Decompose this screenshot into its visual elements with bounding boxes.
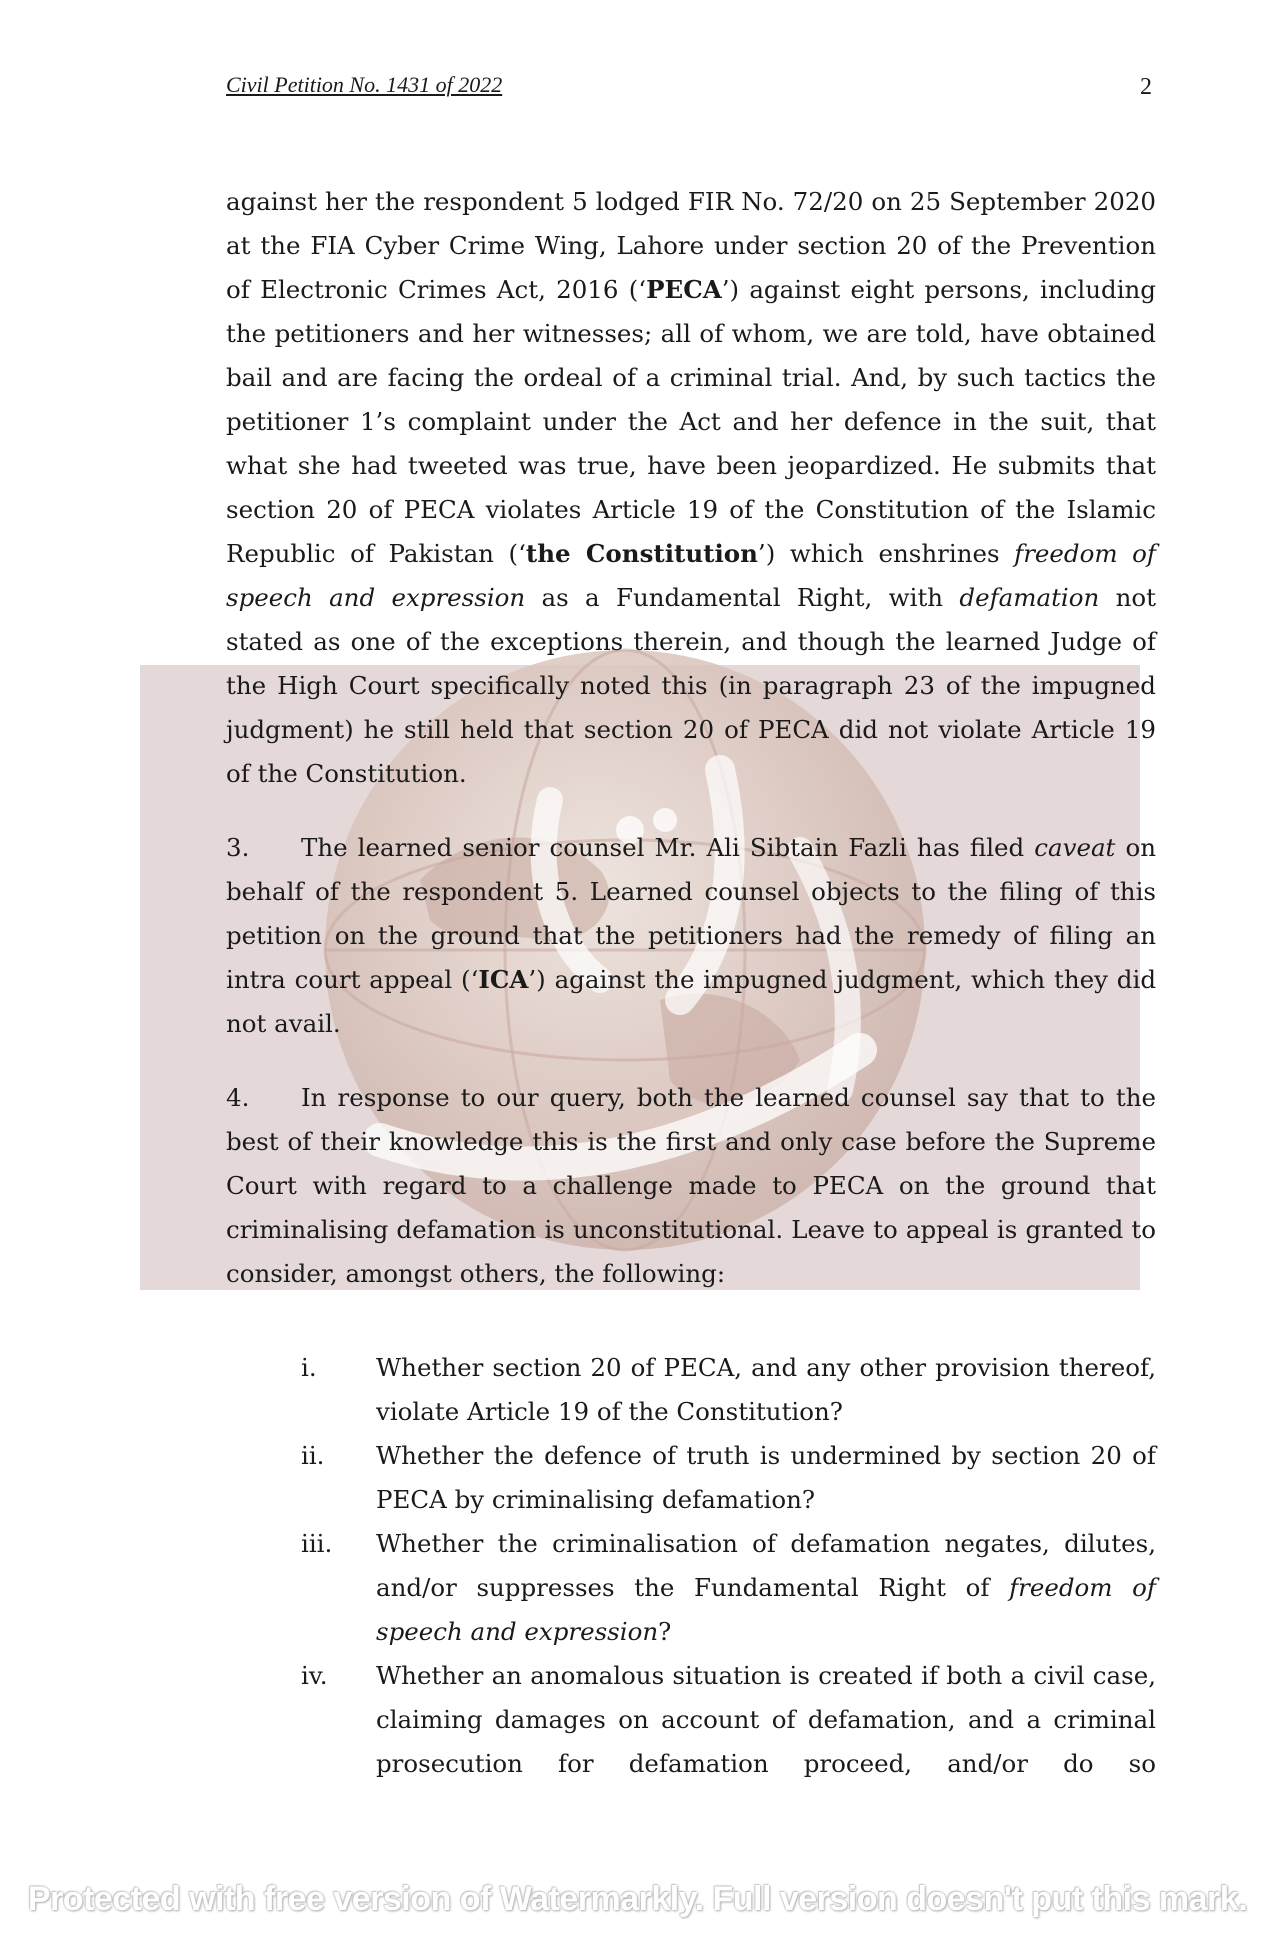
constitution-definition: the Constitution bbox=[525, 539, 758, 568]
ica-definition: ICA bbox=[478, 965, 529, 994]
list-item-text: Whether an anomalous situation is created if both a civil case, claiming damages on account of defamation, and a criminal prosecution for defamation proceed, and/or do so bbox=[376, 1661, 1156, 1778]
questions-list bbox=[301, 1346, 1156, 1786]
paragraph-number: 3. bbox=[226, 833, 250, 862]
watermark-footer-text: Protected with free version of Watermarkly. Full version doesn't put this mark. bbox=[27, 1880, 1248, 1918]
case-title-header: Civil Petition No. 1431 of 2022 bbox=[226, 72, 503, 97]
page-number: 2 bbox=[1140, 74, 1152, 100]
document-body bbox=[226, 180, 1156, 1786]
list-numeral: i. bbox=[301, 1353, 317, 1382]
list-item bbox=[301, 1346, 1156, 1434]
list-numeral: iv. bbox=[301, 1661, 328, 1690]
list-item-text: Whether section 20 of PECA, and any other provision thereof, violate Article 19 of the Constitution? bbox=[376, 1353, 1156, 1426]
paragraph-number: 4. bbox=[226, 1083, 250, 1112]
list-item-text: Whether the defence of truth is undermined by section 20 of PECA by criminalising defamation? bbox=[376, 1441, 1156, 1514]
list-item bbox=[301, 1522, 1156, 1654]
paragraph-3: 3. The learned senior counsel Mr. Ali Sibtain Fazli has filed caveat on behalf of the respondent 5. Learned counsel objects to the filing of this petition on the ground that the petitioners had the remedy of filing an intra court appeal (‘ICA’) against the impugned judgment, which they did not avail. bbox=[226, 826, 1156, 1046]
peca-definition: PECA bbox=[646, 275, 722, 304]
list-numeral: iii. bbox=[301, 1529, 333, 1558]
list-item bbox=[301, 1434, 1156, 1522]
list-numeral: ii. bbox=[301, 1441, 325, 1470]
list-item-text: Whether the criminalisation of defamation negates, dilutes, and/or suppresses the Fundamental Right of freedom of speech and expression? bbox=[376, 1529, 1156, 1646]
paragraph-4: 4. In response to our query, both the learned counsel say that to the best of their knowledge this is the first and only case before the Supreme Court with regard to a challenge made to PECA on the ground that criminalising defamation is unconstitutional. Leave to appeal is granted to consider, amongst others, the following: bbox=[226, 1076, 1156, 1296]
paragraph-continuation: against her the respondent 5 lodged FIR No. 72/20 on 25 September 2020 at the FIA Cyber Crime Wing, Lahore under section 20 of the Prevention of Electronic Crimes Act, 2016 (‘PECA’) against eight persons, including the petitioners and her witnesses; all of whom, we are told, have obtained bail and are facing the ordeal of a criminal trial. And, by such tactics the petitioner 1’s complaint under the Act and her defence in the suit, that what she had tweeted was true, have been jeopardized. He submits that section 20 of PECA violates Article 19 of the Constitution of the Islamic Republic of Pakistan (‘the Constitution’) which enshrines freedom of speech and expression as a Fundamental Right, with defamation not stated as one of the exceptions therein, and though the learned Judge of the High Court specifically noted this (in paragraph 23 of the impugned judgment) he still held that section 20 of PECA did not violate Article 19 of the Constitution. bbox=[226, 187, 1156, 788]
list-item bbox=[301, 1654, 1156, 1786]
